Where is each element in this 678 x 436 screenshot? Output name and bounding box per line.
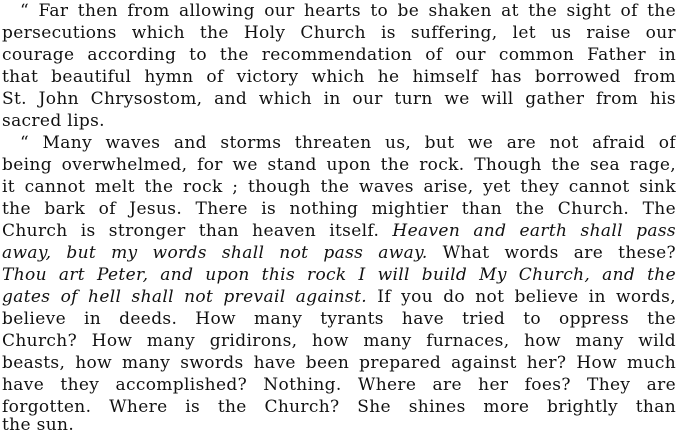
text-line xyxy=(2,198,676,220)
text-line xyxy=(2,352,676,374)
text-span: “ Many waves and storms threaten us, but we are not afraid of xyxy=(20,133,676,153)
text-span: believe in deeds. How many tyrants have tried to oppress the xyxy=(2,309,676,329)
text-line xyxy=(2,176,676,198)
text-span: courage according to the recommendation of our common Father in xyxy=(2,45,676,65)
text-span: If you do not believe in words, xyxy=(367,287,676,307)
text-line xyxy=(2,330,676,352)
text-span: What words are these? xyxy=(427,243,676,263)
italic-quote: Thou art Peter, and upon this rock I will build My Church, and the xyxy=(2,265,676,285)
italic-quote: Heaven and earth shall pass xyxy=(392,221,676,241)
text-span: forgotten. Where is the Church? She shines more brightly than xyxy=(2,397,676,417)
text-span: the bark of Jesus. There is nothing mightier than the Church. The xyxy=(2,199,676,219)
text-span: it cannot melt the rock ; though the waves arise, yet they cannot sink xyxy=(2,177,676,197)
text-span: beasts, how many swords have been prepared against her? How much xyxy=(2,353,676,373)
text-line xyxy=(2,44,676,66)
text-span: have they accomplished? Nothing. Where are her foes? They are xyxy=(2,375,676,395)
text-line xyxy=(2,242,676,264)
text-span: that beautiful hymn of victory which he himself has borrowed from xyxy=(2,67,676,87)
text-line xyxy=(2,414,676,436)
text-span: sacred lips. xyxy=(2,111,105,131)
text-line xyxy=(2,264,676,286)
italic-quote: gates of hell shall not prevail against. xyxy=(2,287,368,307)
text-line xyxy=(2,0,676,22)
text-span: being overwhelmed, for we stand upon the rock. Though the sea rage, xyxy=(2,155,676,175)
text-line xyxy=(2,286,676,308)
text-line xyxy=(2,88,676,110)
text-line xyxy=(2,154,676,176)
text-span: Church is stronger than heaven itself. xyxy=(2,221,393,241)
text-line xyxy=(2,66,676,88)
text-line xyxy=(2,308,676,330)
text-line xyxy=(2,132,676,154)
text-span: the sun. xyxy=(2,415,75,435)
text-line xyxy=(2,220,676,242)
text-line xyxy=(2,22,676,44)
text-line xyxy=(2,374,676,396)
text-span: persecutions which the Holy Church is suffering, let us raise our xyxy=(2,23,676,43)
text-span: St. John Chrysostom, and which in our turn we will gather from his xyxy=(2,89,676,109)
text-line xyxy=(2,110,676,132)
text-span: Church? How many gridirons, how many furnaces, how many wild xyxy=(2,331,676,351)
italic-quote: away, but my words shall not pass away. xyxy=(2,243,428,263)
text-span: “ Far then from allowing our hearts to be shaken at the sight of the xyxy=(20,1,676,21)
